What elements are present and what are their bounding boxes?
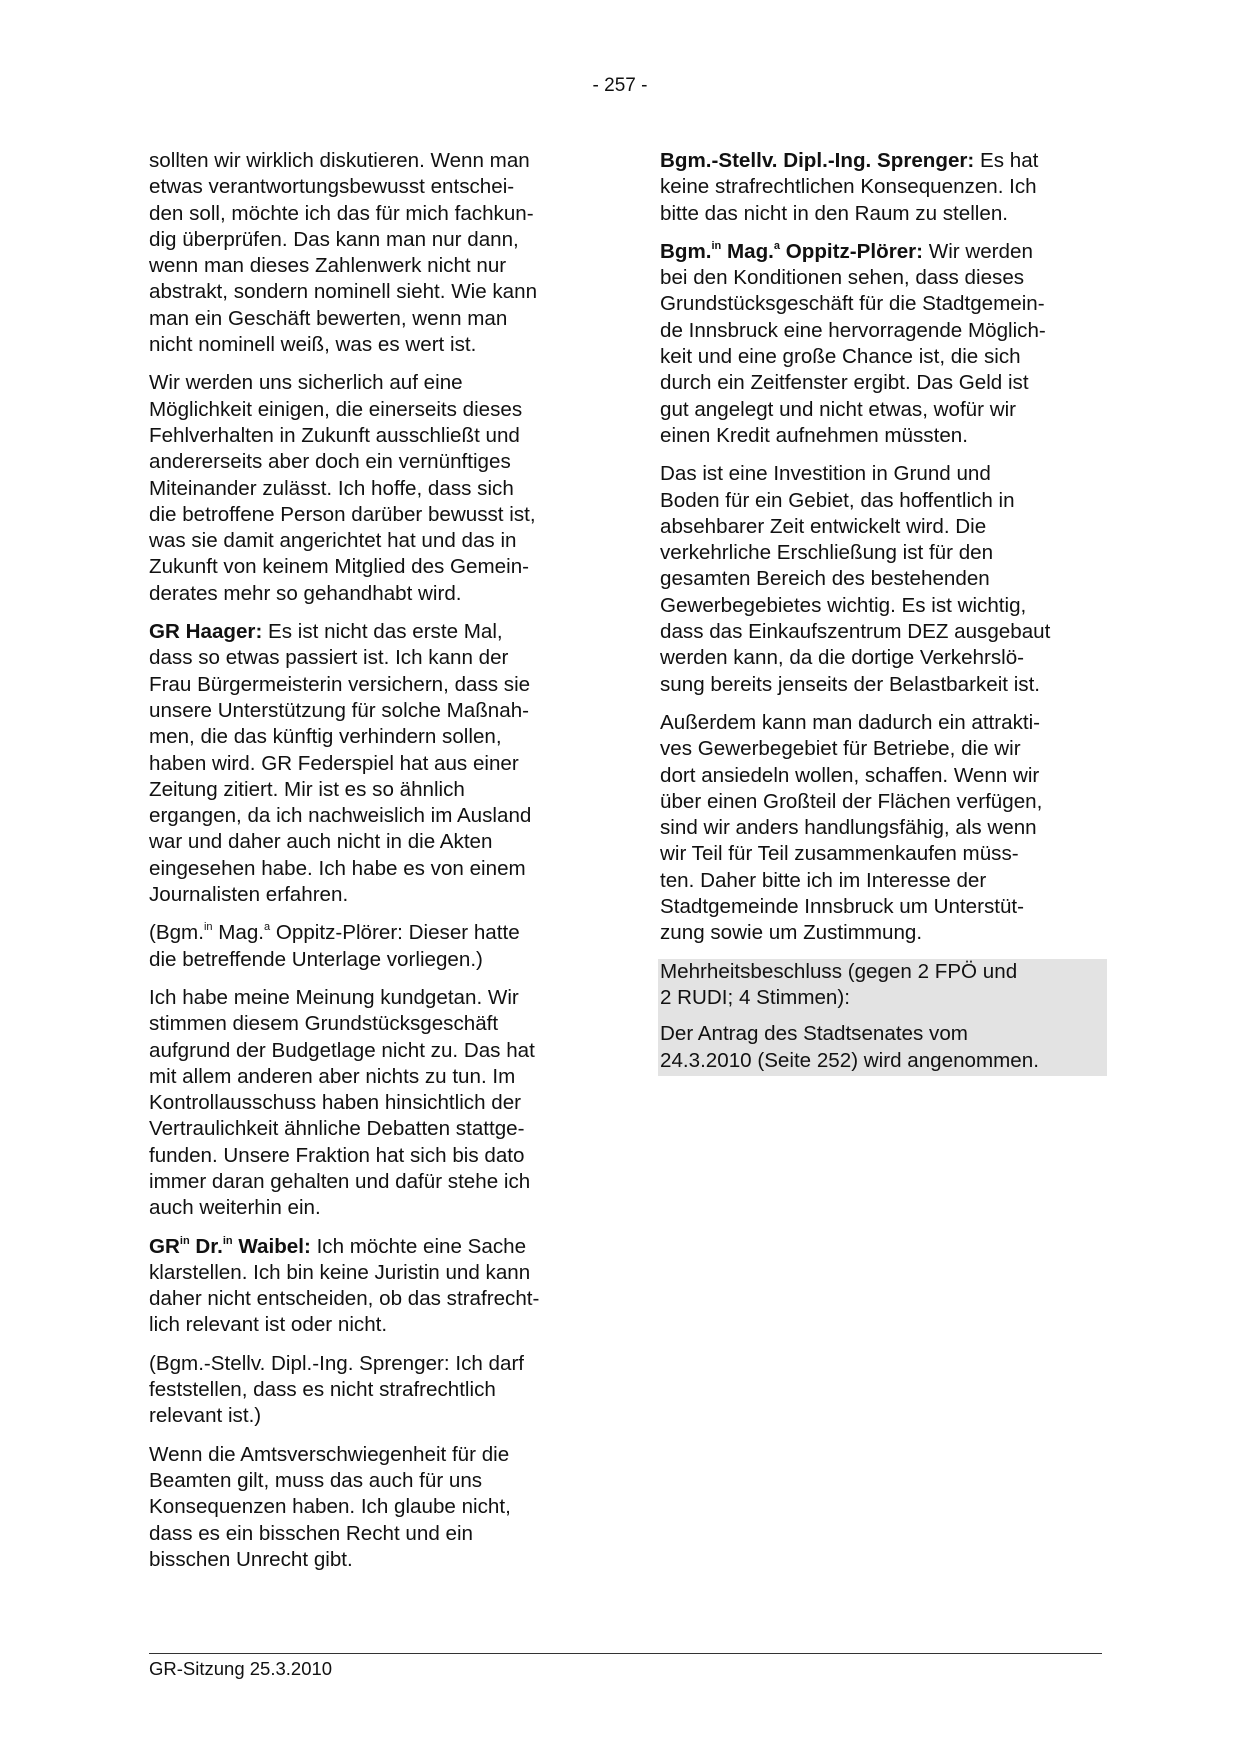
speaker-part: Bgm. [660, 239, 712, 263]
footer-divider [149, 1653, 1102, 1654]
speaker-name [660, 240, 923, 263]
speech-waibel [149, 1234, 599, 1339]
speech-text: Ich möchte eine Sache klarstellen. Ich bin keine Juristin und kann daher nicht entscheiden, ob das strafrecht- lich relevant ist oder nicht. [149, 1234, 540, 1337]
right-column [660, 148, 1105, 1076]
interjection-oppitz-ploerer [149, 920, 599, 973]
interjection-sprenger: (Bgm.-Stellv. Dipl.-Ing. Sprenger: Ich darf feststellen, dass es nicht strafrechtlich relevant ist.) [149, 1351, 525, 1428]
left-column [149, 148, 599, 1585]
speaker-name: Bgm.-Stellv. Dipl.-Ing. Sprenger: [660, 149, 975, 172]
footer-text: GR-Sitzung 25.3.2010 [149, 1658, 333, 1679]
speaker-part: Dr. [189, 1234, 223, 1258]
speaker-part: Mag. [721, 239, 774, 263]
paragraph: Wenn die Amtsverschwiegenheit für die Beamten gilt, muss das auch für uns Konsequenzen haben. Ich glaube nicht, dass es ein bisschen Recht und ein bisschen Unrecht gibt. [149, 1442, 511, 1571]
paragraph: Ich habe meine Meinung kundgetan. Wir stimmen diesem Grundstücksgeschäft aufgrund der Budgetlage nicht zu. Das hat mit allem anderen aber nichts zu tun. Im Kontrollausschuss haben hinsichtlich der Vertraulichkeit ähnliche Debatten stattge- funden. Unsere Fraktion hat sich bis dato immer daran gehalten und dafür stehe ich auch weiterhin ein. [149, 985, 535, 1220]
interjection-text: Mag. [212, 921, 265, 945]
paragraph: sollten wir wirklich diskutieren. Wenn man etwas verantwortungsbewusst entschei- den soll, möchte ich das für mich fachkun- dig überprüfen. Das kann man nur dann, wenn man dieses Zahlenwerk nicht nur abstrakt, sondern nominell sieht. Wie kann man ein Geschäft bewerten, wenn man nicht nominell weiß, was es wert ist. [149, 149, 538, 357]
paragraph: Außerdem kann man dadurch ein attrakti- ves Gewerbegebiet für Betriebe, die wir dort ansiedeln wollen, schaffen. Wenn wir über einen Großteil der Flächen verfügen, sind wir anders handlungsfähig, als wenn wir Teil für Teil zusammenkaufen müss- ten. Daher bitte ich im Interesse der Stadtgemeinde Innsbruck um Unterstüt- zung sowie um Zustimmung. [660, 710, 1043, 945]
superscript: a [264, 921, 271, 934]
speaker-part: Oppitz-Plörer: [780, 239, 924, 263]
speaker-part: GR [149, 1234, 180, 1258]
speech-text: Es hat keine strafrechtlichen Konsequenzen. Ich bitte das nicht in den Raum zu stellen. [660, 149, 1039, 225]
resolution-vote: Mehrheitsbeschluss (gegen 2 FPÖ und 2 RUDI; 4 Stimmen): [660, 959, 1018, 1009]
paragraph: Das ist eine Investition in Grund und Boden für ein Gebiet, das hoffentlich in absehbarer Zeit entwickelt wird. Die verkehrliche Erschließung ist für den gesamten Bereich des bestehenden Gewerbegebietes wichtig. Es ist wichtig, dass das Einkaufszentrum DEZ ausgebaut werden kann, da die dortige Verkehrslö- sung bereits jenseits der Belastbarkeit ist. [660, 462, 1051, 696]
speech-text: Wir werden bei den Konditionen sehen, dass dieses Grundstücksgeschäft für die Stadtgemein- de Innsbruck eine hervorragende Möglich- keit und eine große Chance ist, die sich durch ein Zeitfenster ergibt. Das Geld ist gut angelegt und nicht etwas, wofür wir einen Kredit aufnehmen müssten. [660, 239, 1046, 447]
speaker-part: Waibel: [232, 1234, 311, 1258]
paragraph: Wir werden uns sicherlich auf eine Möglichkeit einigen, die einerseits dieses Fehlverhalten in Zukunft ausschließt und andererseits aber doch ein vernünftiges Miteinander zulässt. Ich hoffe, dass sich die betroffene Person darüber bewusst ist, was sie damit angerichtet hat und das in Zukunft von keinem Mitglied des Gemein- derates mehr so gehandhabt wird. [149, 371, 536, 605]
page-number: - 257 - [592, 75, 648, 96]
superscript: in [711, 239, 722, 252]
superscript: in [179, 1234, 190, 1247]
interjection-text: Oppitz-Plörer: Dieser hatte die betreffende Unterlage vorliegen.) [149, 921, 520, 971]
superscript: in [222, 1234, 233, 1247]
superscript: in [203, 921, 213, 934]
speech-sprenger [660, 148, 1105, 227]
speech-oppitz-ploerer [660, 239, 1105, 449]
speech-text: Es ist nicht das erste Mal, dass so etwas passiert ist. Ich kann der Frau Bürgermeisterin versichern, dass sie unsere Unterstützung für solche Maßnah- men, die das künftig verhindern sollen, haben wird. GR Federspiel hat aus einer Zeitung zitiert. Mir ist es so ähnlich ergangen, da ich nachweislich im Ausland war und daher auch nicht in die Akten eingesehen habe. Ich habe es von einem Journalisten erfahren. [149, 620, 532, 907]
speaker-name: GR Haager: [149, 620, 263, 644]
superscript: a [773, 239, 781, 252]
resolution-text: Der Antrag des Stadtsenates vom 24.3.2010 (Seite 252) wird angenommen. [660, 1022, 1039, 1072]
interjection-text: (Bgm. [149, 921, 204, 945]
speech-haager [149, 619, 599, 908]
resolution-box [658, 959, 1107, 1076]
speaker-name [149, 1235, 311, 1258]
